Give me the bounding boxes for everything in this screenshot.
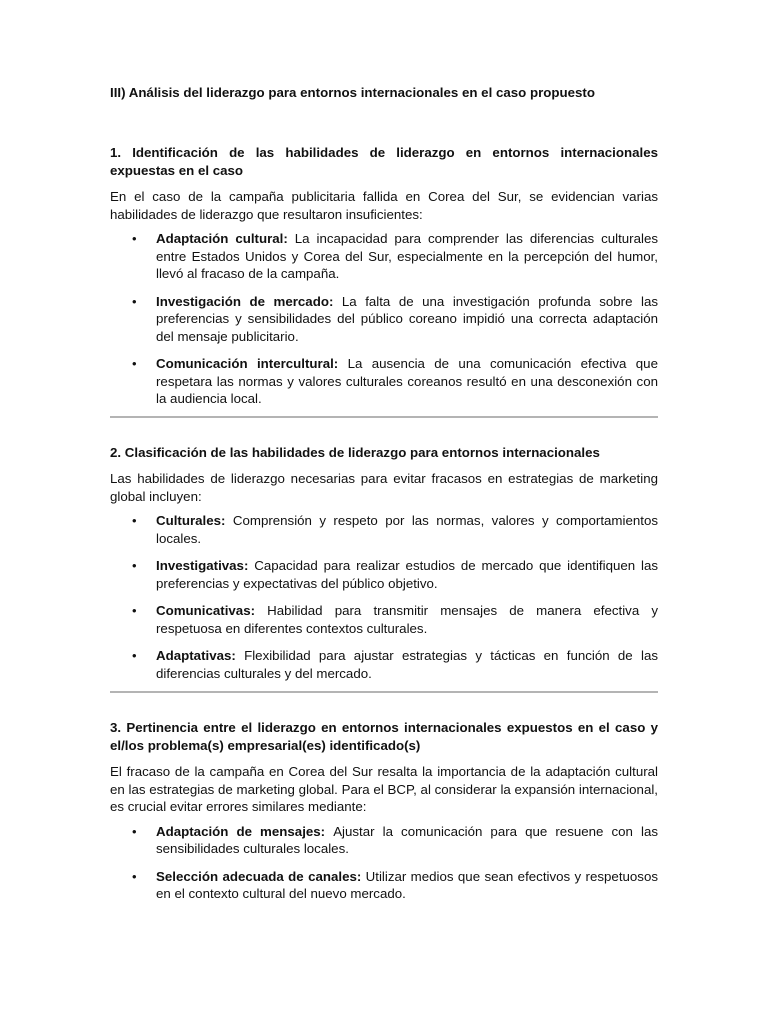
- bullet-term: Adaptativas:: [156, 648, 245, 663]
- bullet-icon: •: [132, 648, 137, 663]
- bullet-icon: •: [132, 356, 137, 371]
- list-item: [110, 512, 658, 547]
- list-item: [110, 557, 658, 592]
- bullet-text: La falta de una investigación profunda sobre las preferencias y sensibilidades del público coreano impidió una correcta adaptación del mensaje publicitario.: [156, 293, 658, 344]
- section-identificacion: [110, 144, 658, 408]
- bullet-text: Comprensión y respeto por las normas, valores y comportamientos locales.: [156, 513, 658, 546]
- bullet-text: La incapacidad para comprender las diferencias culturales entre Estados Unidos y Corea del Sur, especialmente en la percepción del humor, llevó al fracaso de la campaña.: [156, 231, 659, 281]
- bullet-term: Adaptación cultural:: [156, 231, 295, 246]
- bullet-term: Adaptación de mensajes:: [156, 823, 334, 839]
- section-heading: 2. Clasificación de las habilidades de liderazgo para entornos internacionales: [110, 444, 600, 460]
- bullet-list: [110, 823, 658, 903]
- list-item: [110, 293, 658, 346]
- bullet-icon: •: [132, 231, 137, 246]
- list-item: [110, 647, 658, 682]
- section-divider: [110, 691, 658, 693]
- list-item: [110, 355, 658, 408]
- bullet-text: La ausencia de una comunicación efectiva que respetara las normas y valores culturales coreanos resultó en una desconexión con la audiencia local.: [156, 356, 658, 406]
- document-title: III) Análisis del liderazgo para entornos internacionales en el caso propuesto: [110, 85, 595, 100]
- section-intro: En el caso de la campaña publicitaria fallida en Corea del Sur, se evidencian varias habilidades de liderazgo que resultaron insuficientes:: [110, 189, 658, 222]
- bullet-list: [110, 512, 658, 682]
- list-item: [110, 823, 658, 858]
- bullet-term: Comunicación intercultural:: [156, 356, 348, 371]
- section-intro: El fracaso de la campaña en Corea del Sur resalta la importancia de la adaptación cultural en las estrategias de marketing global. Para el BCP, al considerar la expansión internacional, es crucial evitar errores similares mediante:: [110, 764, 658, 814]
- bullet-list: [110, 230, 658, 408]
- bullet-text: Ajustar la comunicación para que resuene con las sensibilidades culturales locales.: [156, 823, 659, 856]
- bullet-icon: •: [132, 513, 137, 528]
- bullet-text: Capacidad para realizar estudios de mercado que identifiquen las preferencias y expectativas del público objetivo.: [156, 558, 659, 591]
- bullet-icon: •: [132, 558, 137, 573]
- list-item: [110, 602, 658, 637]
- bullet-term: Culturales:: [156, 513, 233, 528]
- bullet-text: Flexibilidad para ajustar estrategias y tácticas en función de las diferencias culturales y del mercado.: [156, 648, 658, 681]
- bullet-term: Comunicativas:: [156, 603, 268, 618]
- bullet-term: Investigativas:: [156, 558, 255, 573]
- section-heading: 3. Pertinencia entre el liderazgo en entornos internacionales expuestos en el caso y el/los problema(s) empresarial(es) identificado(s): [110, 720, 658, 753]
- section-intro: Las habilidades de liderazgo necesarias para evitar fracasos en estrategias de marketing global incluyen:: [110, 471, 658, 504]
- bullet-icon: •: [132, 293, 137, 309]
- bullet-icon: •: [132, 868, 137, 884]
- bullet-icon: •: [132, 823, 137, 839]
- bullet-text: Utilizar medios que sean efectivos y respetuosos en el contexto cultural del nuevo mercado.: [156, 868, 658, 901]
- list-item: [110, 230, 658, 283]
- section-heading: 1. Identificación de las habilidades de liderazgo en entornos internacionales expuestas en el caso: [110, 145, 658, 178]
- section-divider: [110, 416, 658, 418]
- bullet-term: Investigación de mercado:: [156, 293, 342, 309]
- section-pertinencia: [110, 719, 658, 903]
- bullet-text: Habilidad para transmitir mensajes de manera efectiva y respetuosa en diferentes contextos culturales.: [156, 603, 658, 636]
- bullet-icon: •: [132, 603, 137, 618]
- list-item: [110, 868, 658, 903]
- section-clasificacion: [110, 444, 658, 683]
- bullet-term: Selección adecuada de canales:: [156, 868, 366, 884]
